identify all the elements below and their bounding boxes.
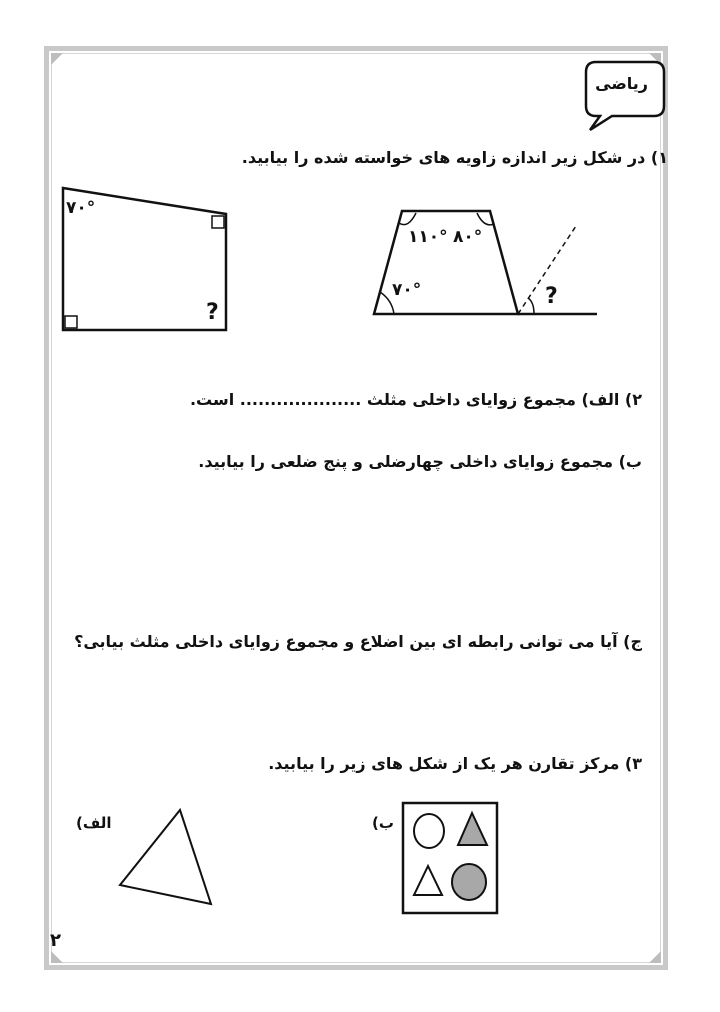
question-1-text: ۱) در شکل زیر اندازه زاویه های خواسته شده را بیابید.: [241, 148, 668, 167]
trap-angle-top-right: ۸۰°: [453, 227, 483, 247]
quad-unknown-angle: ?: [206, 300, 219, 325]
q3-gray-triangle-shape: [458, 813, 487, 845]
q3-white-triangle-shape: [414, 866, 442, 895]
q3-triangle-shape: [120, 810, 211, 904]
subject-title: ریاضی: [595, 74, 648, 93]
trap-unknown-angle: ?: [545, 284, 558, 309]
trap-angle-bottom-left: ۷۰°: [392, 280, 422, 300]
page-number: ۲: [50, 930, 61, 951]
question-2c-text: ج) آیا می توانی رابطه ای بین اضلاع و مجموع زوایای داخلی مثلث بیابی؟: [74, 632, 642, 651]
question-2b-text: ب) مجموع زوایای داخلی چهارضلی و پنج ضلعی را بیابید.: [198, 452, 642, 471]
q3-circle-shape: [414, 814, 444, 848]
question-3-text: ۳) مرکز تقارن هر یک از شکل های زیر را بیابید.: [268, 754, 642, 773]
question-2a-text: ۲) الف) مجموع زوایای داخلی مثلث .................... است.: [189, 390, 642, 409]
q3-label-b: ب): [372, 814, 394, 832]
q3-label-a: الف): [76, 814, 112, 832]
q3-gray-circle-shape: [452, 864, 486, 900]
trap-angle-top-left: ۱۱۰°: [408, 227, 448, 247]
quad-angle-label: ۷۰°: [66, 198, 96, 218]
